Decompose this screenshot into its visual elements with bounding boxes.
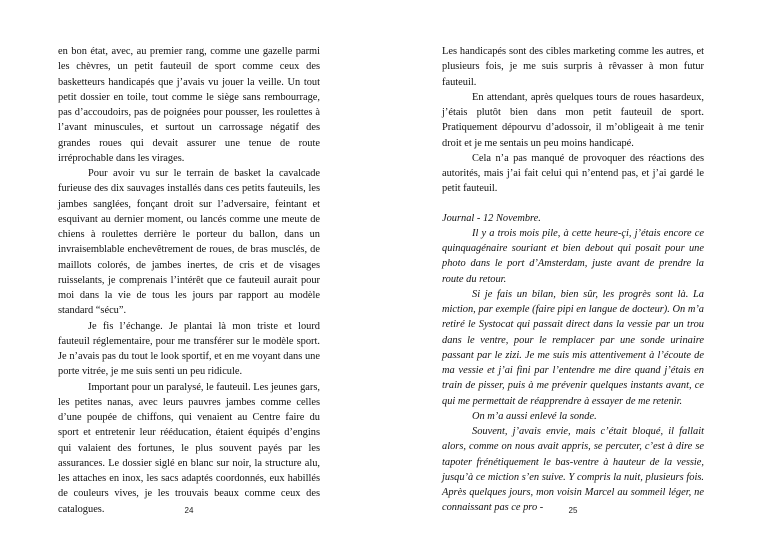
right-page bbox=[380, 0, 760, 537]
page-number: 25 bbox=[568, 506, 578, 515]
paragraph: Pour avoir vu sur le terrain de basket la cavalcade furieuse des dix sauvages installés dans ces petits fauteuils, les jambes sanglées, fonçant droit sur l’adversaire, feintant et esquivant au dernier moment, ou lancés comme une meute de chiens à roulettes derrière le porteur du ballon, dans un invraisemblable enchevêtrement de roues, de bras musclés, de maillots colorés, de jambes inertes, de cris et de visages ruisselants, je comprenais l’intérêt que ce fauteuil aurait pour moi dans la vie de tous les jours par rapport au modèle standard “sécu”. bbox=[58, 168, 320, 317]
paragraph: en bon état, avec, au premier rang, comme une gazelle parmi les chèvres, un petit fauteuil de sport comme ceux des basketteurs handicapés que j’avais vu jouer la veille. Un tout petit dossier en toile, tout comme le siège sans rembourrage, pas d’accoudoirs, pas de poignées pour pousser, les roulettes à l’avant minuscules, et surtout un carrossage négatif des grandes roues qui devait assurer une tenue de route irréprochable dans les virages. bbox=[58, 46, 320, 164]
left-page-text bbox=[58, 44, 320, 517]
right-page-text bbox=[442, 44, 704, 516]
page-number: 24 bbox=[184, 506, 194, 515]
paragraph: Je fis l’échange. Je plantai là mon triste et lourd fauteuil réglementaire, pour me transférer sur le modèle sport. Je n’avais pas du tout le look sportif, et en me voyant dans une porte vitrée, je me suis senti un peu ridicule. bbox=[58, 320, 320, 378]
paragraph: Les handicapés sont des cibles marketing comme les autres, et plusieurs fois, je me suis surpris à rêvasser à mon futur fauteuil. bbox=[442, 46, 704, 88]
journal-paragraph: Il y a trois mois pile, à cette heure-çi, j’étais encore ce quinquagénaire souriant et bien debout qui posait pour une photo dans le port d’Amsterdam, juste avant de prendre la route du retour. bbox=[442, 227, 704, 285]
journal-heading: Journal - 12 Novembre. bbox=[442, 212, 541, 224]
journal-paragraph: Si je fais un bilan, bien sûr, les progrès sont là. La miction, par exemple (faire pipi en langue de docteur). On m’a retiré le Systocat qui passait direct dans la vessie par un trou dans le ventre, pour le remplacer par une sonde urinaire passant par le zizi. Je me suis mis attentivement à l’écoute de ma vessie et j’ai fini par l’entendre me dire quand j’étais en train de pisser, puis à me prévenir quelques instants avant, ce qui me permettait de réapprendre à essayer de me retenir. bbox=[442, 288, 704, 407]
journal-paragraph: On m’a aussi enlevé la sonde. bbox=[472, 410, 597, 422]
journal-paragraph: Souvent, j’avais envie, mais c’était bloqué, il fallait alors, comme on nous avait appris, se percuter, c’est à dire se tapoter frénétiquement le bas-ventre à hauteur de la vessie, jusqu’à ce miction s’en suive. Y compris la nuit, plusieurs fois. Après quelques jours, mon voisin Marcel au sommeil léger, ne connaissant pas ce pro - bbox=[442, 426, 704, 514]
paragraph: Cela n’a pas manqué de provoquer des réactions des autorités, mais j’ai fait celui qui n’entend pas, et j’ai gardé le petit fauteuil. bbox=[442, 152, 704, 195]
paragraph: En attendant, après quelques tours de roues hasardeux, j’étais plutôt bien dans mon petit fauteuil de sport. Pratiquement dépourvu d’adossoir, il m’obligeait à me tenir droit et je me sentais un peu moins handicapé. bbox=[442, 91, 704, 149]
paragraph: Important pour un paralysé, le fauteuil. Les jeunes gars, les petites nanas, avec leurs pauvres jambes comme celles d’une poupée de chiffons, qui venaient au Centre faire du sport et entretenir leur rééducation, étaient équipés d’engins qui valaient des fortunes, le plus souvent payés par les assurances. Le dossier siglé en blanc sur noir, la structure alu, les attaches en inox, les sacs adaptés coordonnés, eux habillés de couleurs vives, je les trouvais beaux comme ceux des catalogues. bbox=[58, 381, 320, 515]
